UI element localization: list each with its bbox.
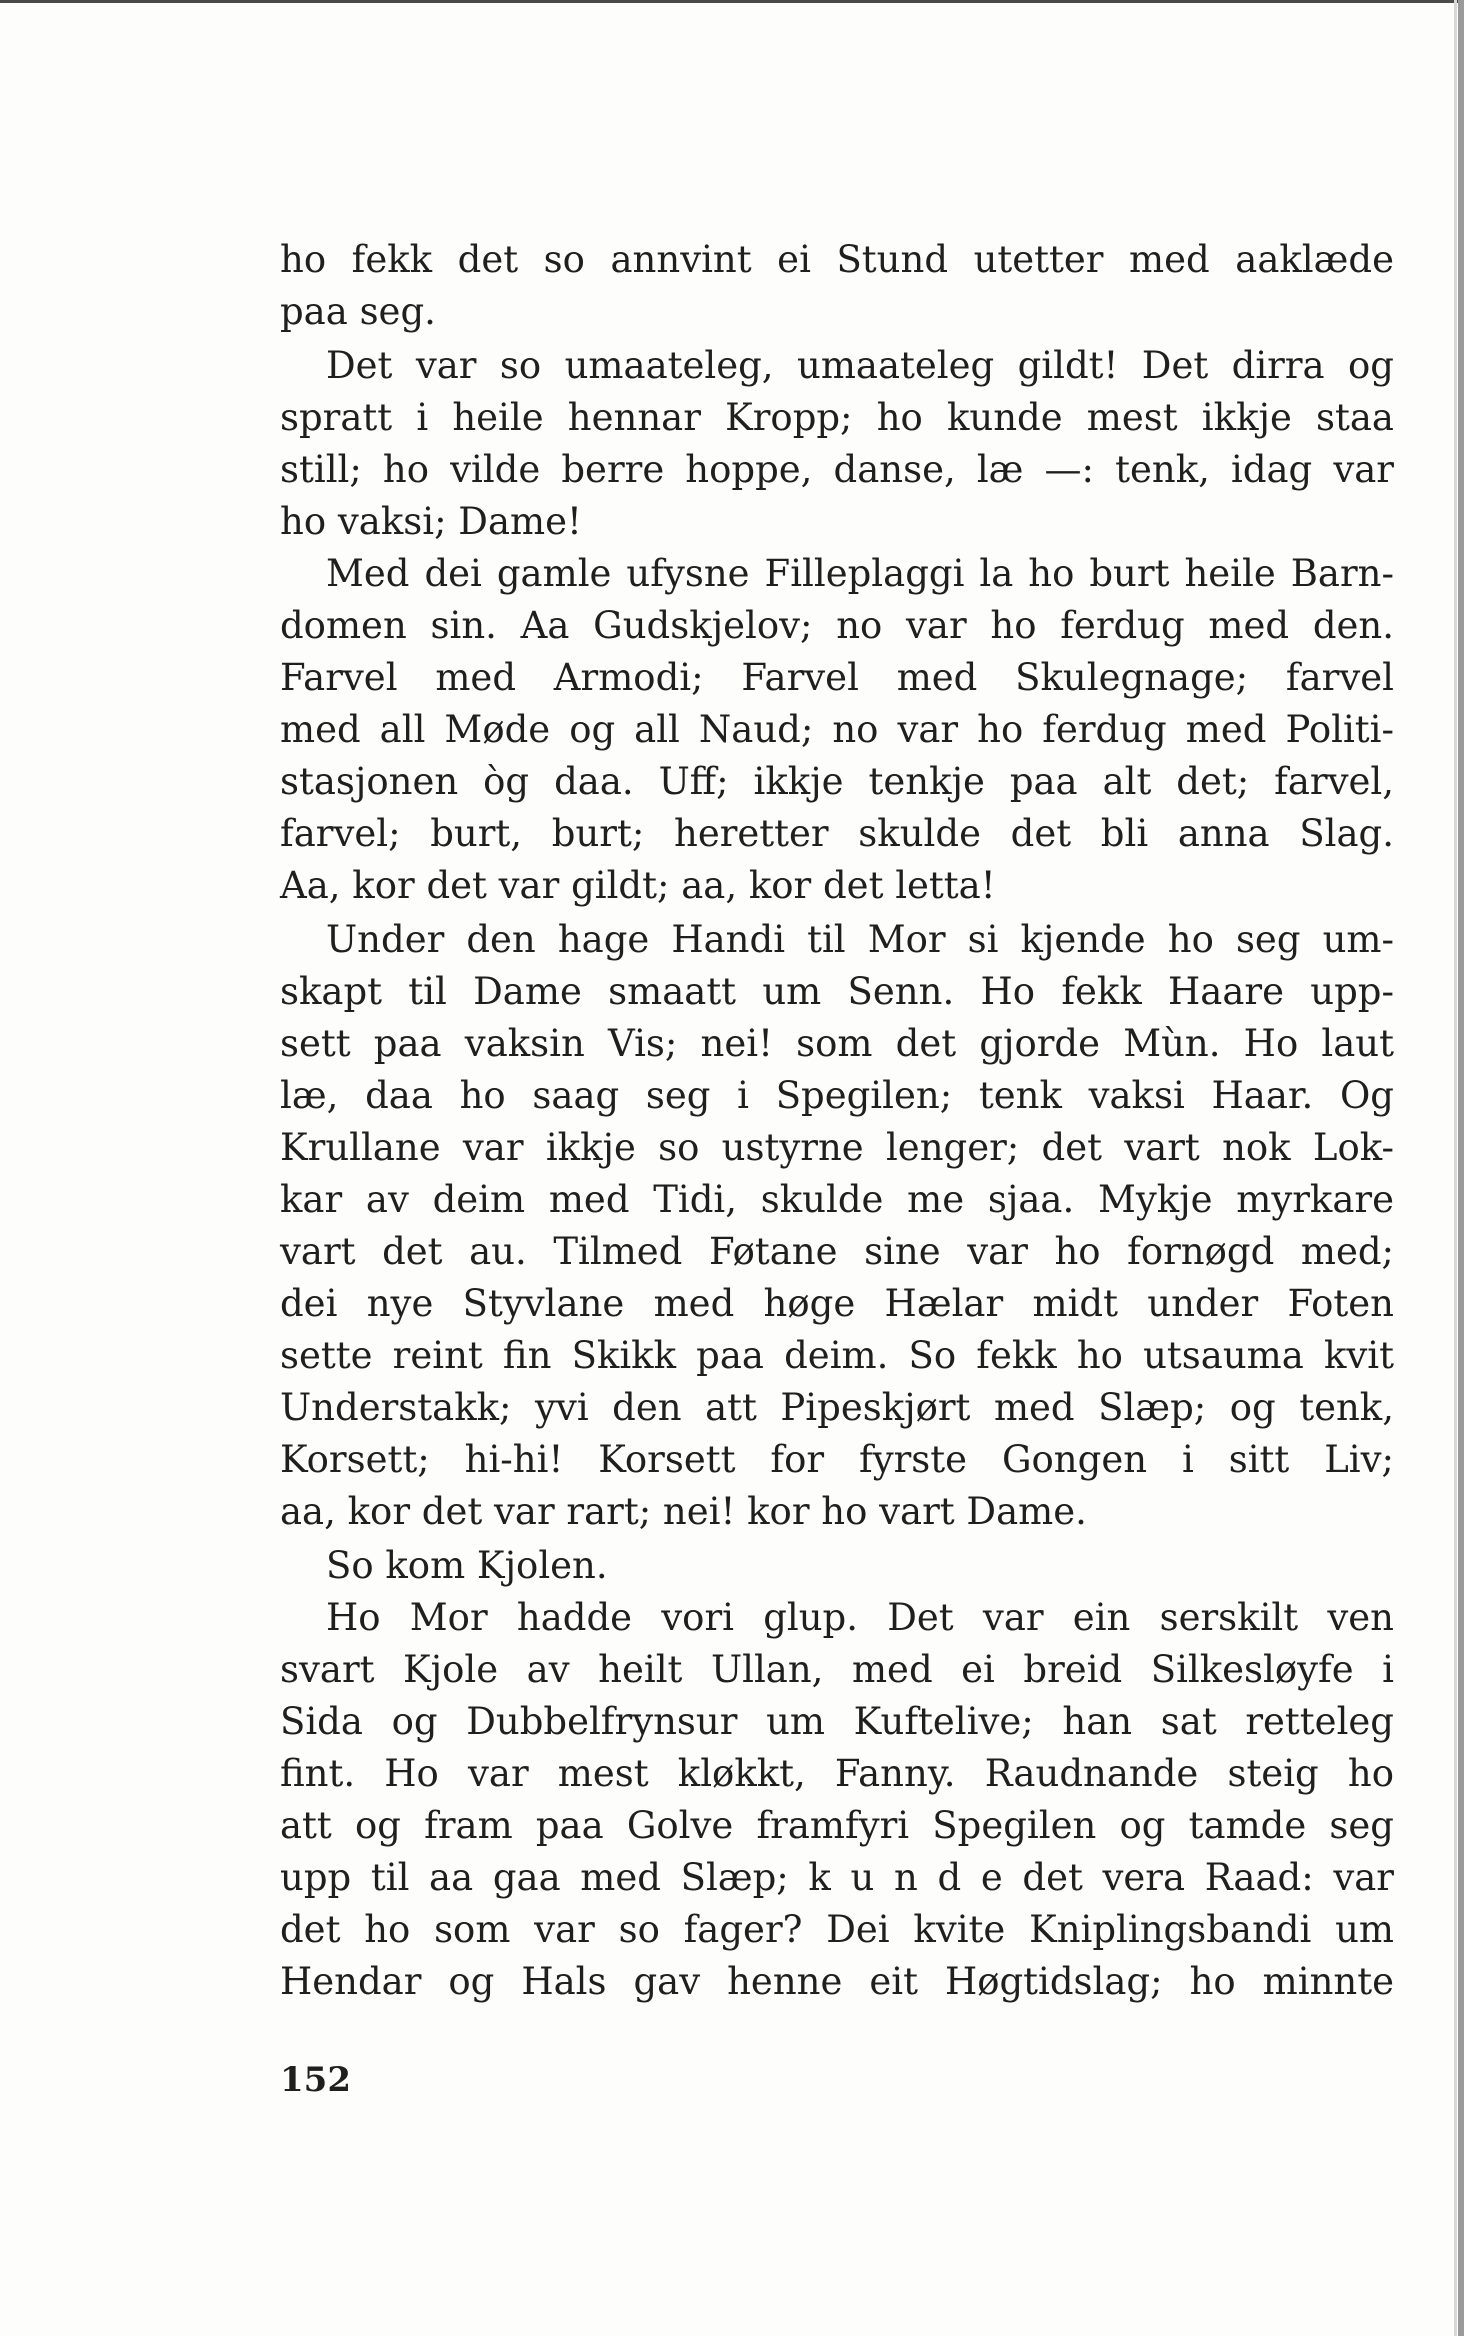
text-line: kar av deim med Tidi, skulde me sjaa. Mykje myrkare [280, 1178, 1394, 1221]
text-line: stasjonen òg daa. Uff; ikkje tenkje paa alt det; farvel, [280, 760, 1394, 803]
text-line: paa seg. [280, 290, 436, 333]
text-line: Ho Mor hadde vori glup. Det var ein serskilt ven [326, 1596, 1394, 1639]
text-line: vart det au. Tilmed Føtane sine var ho fornøgd med; [280, 1230, 1394, 1273]
text-line: skapt til Dame smaatt um Senn. Ho fekk Haare upp- [280, 970, 1394, 1013]
text-line: Under den hage Handi til Mor si kjende ho seg um- [326, 918, 1394, 961]
text-line: still; ho vilde berre hoppe, danse, læ —: tenk, idag var [280, 448, 1394, 491]
page-top-edge [0, 0, 1464, 3]
text-line: ho vaksi; Dame! [280, 500, 582, 543]
text-line: Korsett; hi-hi! Korsett for fyrste Gongen i sitt Liv; [280, 1438, 1394, 1481]
text-line: sette reint fin Skikk paa deim. So fekk ho utsauma kvit [280, 1334, 1394, 1377]
text-line: Det var so umaateleg, umaateleg gildt! Det dirra og [326, 344, 1394, 387]
page-number: 152 [280, 2060, 351, 2100]
text-line: Hendar og Hals gav henne eit Høgtidslag; ho minnte [280, 1960, 1394, 2003]
text-line: sett paa vaksin Vis; nei! som det gjorde Mùn. Ho laut [280, 1022, 1394, 1065]
text-line: Sida og Dubbelfrynsur um Kuftelive; han sat retteleg [280, 1700, 1394, 1743]
text-line: ho fekk det so annvint ei Stund utetter med aaklæde [280, 238, 1394, 281]
text-line: Farvel med Armodi; Farvel med Skulegnage; farvel [280, 656, 1394, 699]
text-line: Med dei gamle ufysne Filleplaggi la ho burt heile Barn- [326, 552, 1394, 595]
text-line: domen sin. Aa Gudskjelov; no var ho ferdug med den. [280, 604, 1394, 647]
text-line: spratt i heile hennar Kropp; ho kunde mest ikkje staa [280, 396, 1394, 439]
text-line: Understakk; yvi den att Pipeskjørt med Slæp; og tenk, [280, 1386, 1394, 1429]
text-line: So kom Kjolen. [326, 1544, 608, 1587]
text-line: aa, kor det var rart; nei! kor ho vart Dame. [280, 1490, 1087, 1533]
text-line: det ho som var so fager? Dei kvite Kniplingsbandi um [280, 1908, 1394, 1951]
text-line: Aa, kor det var gildt; aa, kor det letta! [280, 864, 996, 907]
text-line: Krullane var ikkje so ustyrne lenger; det vart nok Lok- [280, 1126, 1394, 1169]
text-line: upp til aa gaa med Slæp; k u n d e det vera Raad: var [280, 1856, 1394, 1899]
text-line: læ, daa ho saag seg i Spegilen; tenk vaksi Haar. Og [280, 1074, 1394, 1117]
text-line: att og fram paa Golve framfyri Spegilen og tamde seg [280, 1804, 1394, 1847]
text-line: fint. Ho var mest kløkkt, Fanny. Raudnande steig ho [280, 1752, 1394, 1795]
text-line: svart Kjole av heilt Ullan, med ei breid Silkesløyfe i [280, 1648, 1394, 1691]
text-line: med all Møde og all Naud; no var ho ferdug med Politi- [280, 708, 1394, 751]
text-line: farvel; burt, burt; heretter skulde det bli anna Slag. [280, 812, 1394, 855]
page-right-edge [1458, 0, 1464, 2336]
page-binding-shadow [1454, 0, 1457, 2336]
text-line: dei nye Styvlane med høge Hælar midt under Foten [280, 1282, 1394, 1325]
